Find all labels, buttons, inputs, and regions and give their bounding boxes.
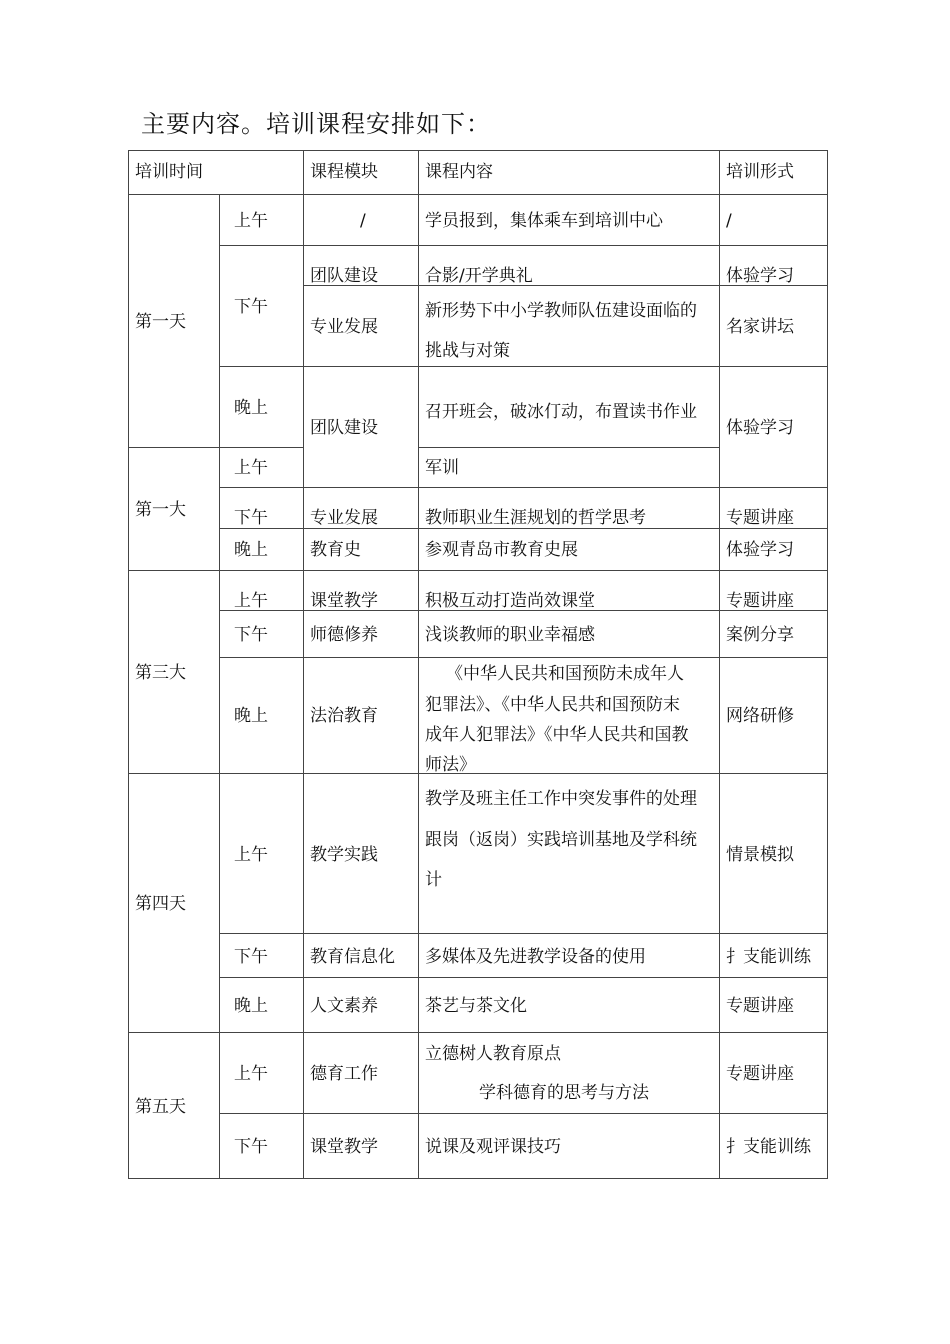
day-label: 第一天 bbox=[135, 312, 186, 332]
module-cell: 团队建设 bbox=[310, 266, 378, 286]
page-heading: 主要内容。培训课程安排如下： bbox=[141, 110, 491, 138]
content-cell: 茶艺与茶文化 bbox=[425, 996, 527, 1016]
grid-line bbox=[303, 150, 304, 1179]
period-cell: 上午 bbox=[234, 1064, 268, 1084]
module-cell: 教育史 bbox=[310, 540, 361, 560]
content-cell: 成年人犯罪法》《中华人民共和国教 bbox=[425, 725, 689, 745]
grid-line bbox=[219, 1113, 828, 1114]
header-time: 培训时间 bbox=[135, 162, 203, 182]
content-cell: 立德树人教育原点 bbox=[425, 1044, 561, 1064]
day-label: 第四天 bbox=[135, 894, 186, 914]
content-cell: 参观青岛市教育史展 bbox=[425, 540, 578, 560]
content-cell: 合影/开学典礼 bbox=[425, 266, 533, 286]
grid-line bbox=[219, 366, 828, 367]
grid-line bbox=[219, 487, 828, 488]
form-cell: 体验学习 bbox=[726, 266, 794, 286]
grid-line bbox=[128, 773, 828, 774]
content-cell: 多媒体及先进教学设备的使用 bbox=[425, 947, 646, 967]
table-border-top bbox=[128, 150, 828, 151]
day-label: 第一大 bbox=[135, 500, 186, 520]
content-cell: 说课及观评课技巧 bbox=[425, 1137, 561, 1157]
period-cell: 上午 bbox=[234, 845, 268, 865]
grid-line bbox=[219, 977, 828, 978]
grid-line bbox=[719, 150, 720, 1179]
module-cell: 教育信息化 bbox=[310, 947, 395, 967]
module-cell: 人文素养 bbox=[310, 996, 378, 1016]
table-border-left bbox=[128, 150, 129, 1179]
content-cell: 积极互动打造尚效课堂 bbox=[425, 591, 595, 611]
period-cell: 下午 bbox=[234, 1137, 268, 1157]
content-cell: 教师职业生涯规划的哲学思考 bbox=[425, 508, 646, 528]
content-cell: 召开班会，破冰仃动，布置读书作业 bbox=[425, 402, 697, 422]
period-cell: 上午 bbox=[234, 458, 268, 478]
module-cell: 课堂教学 bbox=[310, 591, 378, 611]
form-cell: 体验学习 bbox=[726, 540, 794, 560]
grid-line bbox=[219, 528, 828, 529]
form-cell: 专题讲座 bbox=[726, 591, 794, 611]
header-form: 培训形式 bbox=[726, 162, 794, 182]
period-cell: 下午 bbox=[234, 297, 268, 317]
content-cell: 师法》 bbox=[425, 755, 476, 775]
form-cell: 情景模拟 bbox=[726, 845, 794, 865]
content-cell: 浅谈教师的职业幸福感 bbox=[425, 625, 595, 645]
form-cell: 案例分享 bbox=[726, 625, 794, 645]
content-cell: 计 bbox=[425, 870, 442, 890]
form-cell: 专题讲座 bbox=[726, 996, 794, 1016]
table-border-bottom bbox=[128, 1178, 828, 1179]
period-cell: 晚上 bbox=[234, 540, 268, 560]
content-cell: 跟岗（返岗）实践培训基地及学科统 bbox=[425, 830, 697, 850]
header-content: 课程内容 bbox=[425, 162, 493, 182]
module-cell: 团队建设 bbox=[310, 418, 378, 438]
grid-line bbox=[128, 570, 828, 571]
grid-line bbox=[418, 447, 720, 448]
module-cell: 法治教育 bbox=[310, 706, 378, 726]
content-cell: 新形势下中小学教师队伍建设面临的 bbox=[425, 301, 697, 321]
header-bottom-line bbox=[128, 194, 828, 195]
grid-line bbox=[219, 194, 220, 1179]
module-cell: 专业发展 bbox=[310, 317, 378, 337]
grid-line bbox=[219, 933, 828, 934]
form-cell: 专题讲座 bbox=[726, 508, 794, 528]
period-cell: 晚上 bbox=[234, 996, 268, 1016]
period-cell: 上午 bbox=[234, 591, 268, 611]
content-cell: 挑战与对策 bbox=[425, 341, 510, 361]
form-cell: 扌支能训练 bbox=[726, 1137, 811, 1157]
form-cell: 专题讲座 bbox=[726, 1064, 794, 1084]
form-cell: / bbox=[726, 211, 732, 231]
grid-line bbox=[128, 1032, 828, 1033]
period-cell: 下午 bbox=[234, 508, 268, 528]
module-cell: 师德修养 bbox=[310, 625, 378, 645]
grid-line bbox=[219, 657, 828, 658]
form-cell: 体验学习 bbox=[726, 418, 794, 438]
header-module: 课程模块 bbox=[310, 162, 378, 182]
grid-line bbox=[418, 150, 419, 1179]
grid-line bbox=[128, 447, 304, 448]
form-cell: 扌支能训练 bbox=[726, 947, 811, 967]
period-cell: 上午 bbox=[234, 211, 268, 231]
module-cell: 教学实践 bbox=[310, 845, 378, 865]
content-cell: 犯罪法》、《中华人民共和国预防末 bbox=[425, 695, 680, 715]
day-label: 第五天 bbox=[135, 1097, 186, 1117]
grid-line bbox=[219, 245, 828, 246]
day-label: 第三大 bbox=[135, 663, 186, 683]
content-cell: 《中华人民共和国预防未成年人 bbox=[446, 664, 684, 684]
module-cell: 德育工作 bbox=[310, 1064, 378, 1084]
period-cell: 晚上 bbox=[234, 706, 268, 726]
content-cell: 学科德育的思考与方法 bbox=[479, 1083, 649, 1103]
period-cell: 下午 bbox=[234, 947, 268, 967]
module-cell: 专业发展 bbox=[310, 508, 378, 528]
table-border-right bbox=[827, 150, 828, 1179]
content-cell: 学员报到，集体乘车到培训中心 bbox=[425, 211, 663, 231]
form-cell: 网络研修 bbox=[726, 706, 794, 726]
content-cell: 军训 bbox=[425, 458, 459, 478]
module-cell: / bbox=[360, 211, 366, 231]
form-cell: 名家讲坛 bbox=[726, 317, 794, 337]
period-cell: 晚上 bbox=[234, 398, 268, 418]
period-cell: 下午 bbox=[234, 625, 268, 645]
content-cell: 教学及班主任工作中突发事件的处理 bbox=[425, 789, 697, 809]
module-cell: 课堂教学 bbox=[310, 1137, 378, 1157]
